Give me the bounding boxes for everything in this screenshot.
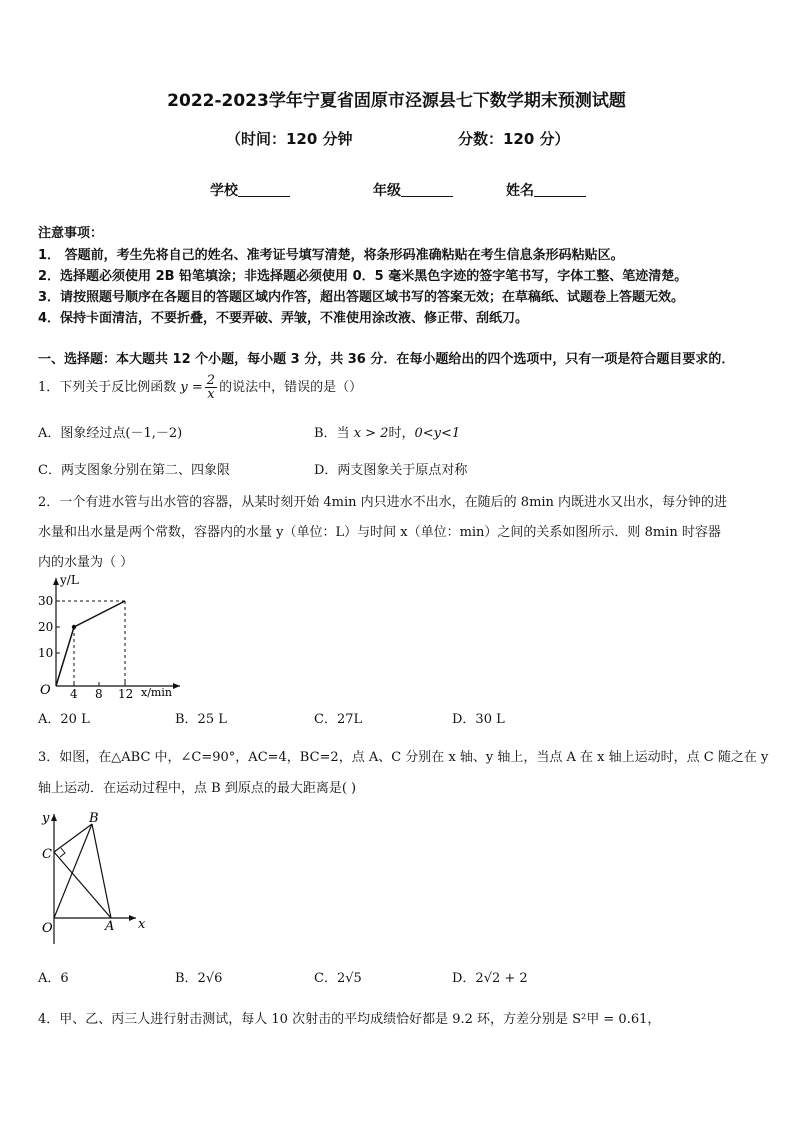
- question-1: [38, 374, 362, 401]
- point-b-label: B: [89, 811, 99, 826]
- note-item: 2．选择题必须使用 2B 铅笔填涂；非选择题必须使用 0．5 毫米黑色字迹的签字笔书写，字体工整、笔迹清楚。: [38, 269, 688, 284]
- x-axis-label: x: [138, 917, 146, 932]
- school-blank: [238, 182, 290, 197]
- q1-option-b: [314, 422, 460, 441]
- water-line: [56, 601, 125, 686]
- q4-line: 4．甲、乙、丙三人进行射击测试，每人 10 次射击的平均成绩恰好都是 9.2 环，方差分别是 S²甲 = 0.61，: [38, 1012, 661, 1027]
- origin-label: O: [42, 921, 53, 936]
- x-tick-label: 12: [118, 687, 134, 700]
- q2-water-graph: [30, 572, 190, 700]
- y-tick-label: 10: [38, 646, 54, 660]
- origin-label: O: [40, 683, 51, 698]
- q3-triangle-figure: [38, 806, 153, 951]
- q3-option-d: D．2√2 + 2: [452, 971, 528, 986]
- section-heading: 一、选择题：本大题共 12 个小题，每小题 3 分，共 36 分．在每小题给出的四个选项中，只有一项是符合题目要求的．: [38, 352, 735, 367]
- q1-option-c: C．两支图象分别在第二、四象限: [38, 463, 230, 478]
- y-axis-arrow: [51, 814, 57, 821]
- q2-option-d: D．30 L: [452, 712, 505, 727]
- q1-suffix: 的说法中，错误的是（）: [219, 380, 363, 395]
- name-field: [506, 180, 586, 200]
- page-title: 2022-2023学年宁夏省固原市泾源县七下数学期末预测试题: [167, 91, 626, 111]
- q1-b-mid: 时，: [388, 426, 415, 441]
- q2-line: 2．一个有进水管与出水管的容器，从某时刻开始 4min 内只进水不出水，在随后的 8min 内既进水又出水，每分钟的进: [38, 495, 728, 510]
- grade-label: 年级: [373, 183, 401, 199]
- school-label: 学校: [210, 183, 238, 199]
- x-axis-label: x/min: [141, 686, 172, 699]
- name-label: 姓名: [506, 183, 534, 199]
- q1-prefix: 1．下列关于反比例函数: [38, 380, 181, 395]
- q3-option-c: C．2√5: [314, 971, 362, 986]
- y-tick-label: 30: [38, 594, 54, 608]
- q2-line: 内的水量为（ ）: [38, 555, 134, 570]
- side-ba: [92, 824, 111, 918]
- y-axis-arrow: [53, 578, 59, 585]
- note-item: 4．保持卡面清洁，不要折叠，不要弄破、弄皱，不准使用涂改液、修正带、刮纸刀。: [38, 311, 529, 326]
- q1-b-range: 0<y<1: [414, 426, 461, 441]
- q3-line: 3．如图，在△ABC 中，∠C=90°，AC=4，BC=2，点 A、C 分别在 x 轴、y 轴上，当点 A 在 x 轴上运动时，点 C 随之在 y: [38, 750, 769, 765]
- name-blank: [534, 182, 586, 197]
- point-a-label: A: [105, 919, 115, 934]
- notes-heading: 注意事项：: [38, 226, 104, 241]
- x-axis-arrow: [173, 683, 180, 689]
- y-tick-label: 20: [38, 620, 54, 634]
- school-field: [210, 180, 290, 200]
- q1-frac-num: 2: [206, 373, 216, 388]
- turning-point: [72, 625, 76, 629]
- y-axis-label: y/L: [60, 573, 79, 587]
- side-ca: [54, 852, 111, 918]
- q1-func-y: y =: [180, 380, 203, 395]
- q1-b-cond: x > 2: [353, 426, 389, 441]
- q2-option-c: C．27L: [314, 712, 363, 727]
- q2-option-b: B．25 L: [175, 712, 227, 727]
- q1-option-a: A．图象经过点(－1,－2): [38, 426, 183, 441]
- q3-line: 轴上运动．在运动过程中，点 B 到原点的最大距离是( ): [38, 781, 357, 796]
- point-c-label: C: [42, 847, 52, 862]
- grade-field: [373, 180, 453, 200]
- q3-option-a: A．6: [38, 971, 69, 986]
- grade-blank: [401, 182, 453, 197]
- exam-score: 分数：120 分）: [458, 130, 570, 148]
- y-axis-label: y: [42, 811, 50, 826]
- q1-fraction: [205, 374, 217, 401]
- q1-b-prefix: B．当: [314, 426, 354, 441]
- note-item: 1． 答题前，考生先将自己的姓名、准考证号填写清楚，将条形码准确粘贴在考生信息条形码粘贴区。: [38, 248, 624, 263]
- x-tick-label: 4: [70, 687, 78, 700]
- x-axis-arrow: [129, 915, 136, 921]
- exam-time: （时间：120 分钟: [226, 130, 353, 148]
- note-item: 3．请按照题号顺序在各题目的答题区域内作答，超出答题区域书写的答案无效；在草稿纸、试题卷上答题无效。: [38, 290, 685, 305]
- q3-option-b: B．2√6: [175, 971, 223, 986]
- q1-option-d: D．两支图象关于原点对称: [314, 463, 468, 478]
- q2-option-a: A．20 L: [38, 712, 90, 727]
- q1-frac-den: x: [207, 387, 215, 402]
- right-angle-mark: [60, 848, 65, 857]
- x-tick-label: 8: [95, 687, 103, 700]
- q2-line: 水量和出水量是两个常数，容器内的水量 y（单位：L）与时间 x（单位：min）之间的关系如图所示．则 8min 时容器: [38, 525, 721, 540]
